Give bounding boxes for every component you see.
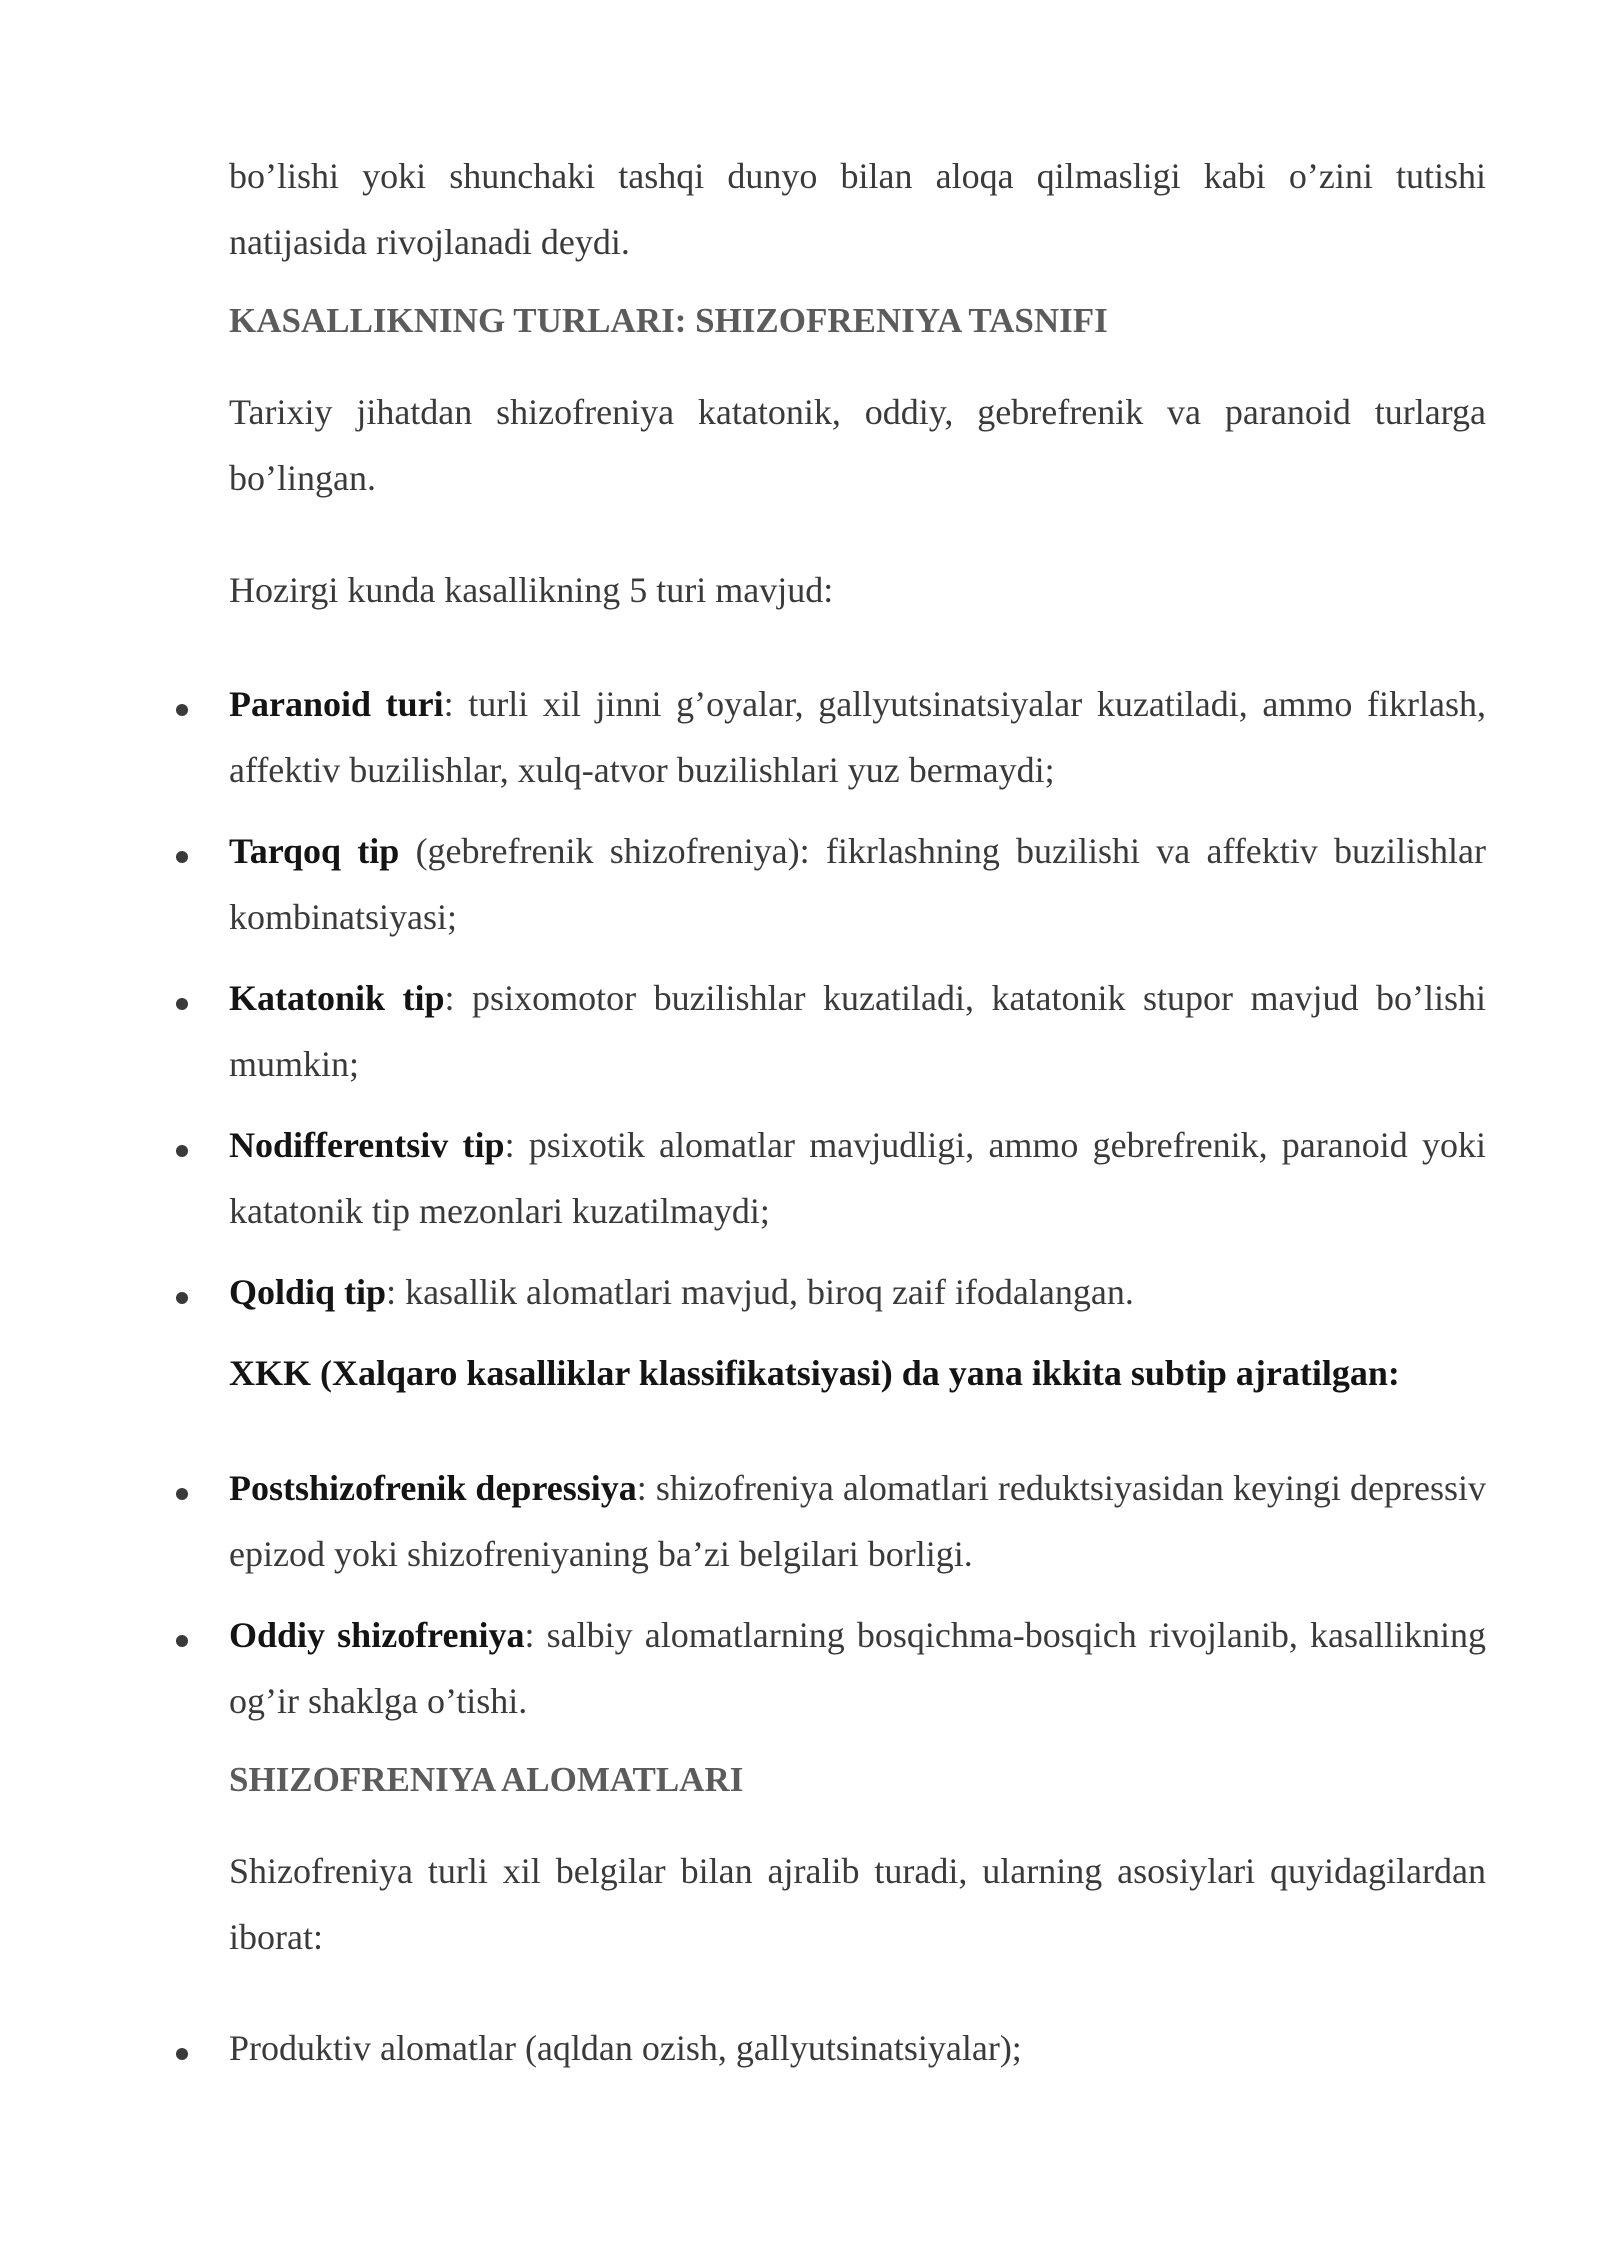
bullet-icon [176,851,188,863]
type-term: Katatonik tip [229,978,445,1018]
type-term: Nodifferentsiv tip [229,1125,505,1165]
subtype-term: Oddiy shizofreniya [229,1615,525,1655]
bullet-icon [176,704,188,716]
type-desc: : kasallik alomatlari mavjud, biroq zaif ifodalangan. [386,1272,1134,1312]
type-desc: (gebrefrenik shizofreniya): fikrlashning buzilishi va affektiv buzilishlar kombinatsiyasi; [229,831,1486,937]
list-item [229,671,1486,803]
bullet-icon [176,2048,188,2060]
list-item [229,1602,1486,1734]
type-desc: : turli xil jinni g’oyalar, gallyutsinatsiyalar kuzatiladi, ammo fikrlash, affektiv buzilishlar, xulq-atvor buzilishlari yuz bermaydi; [229,684,1486,790]
paragraph-symptoms: Shizofreniya turli xil belgilar bilan ajralib turadi, ularning asosiylari quyidagilardan iborat: [229,1851,1486,1957]
paragraph-history: Tarixiy jihatdan shizofreniya katatonik, oddiy, gebrefrenik va paranoid turlarga bo’lingan. [229,392,1486,498]
paragraph-current-types: Hozirgi kunda kasallikning 5 turi mavjud: [229,570,834,610]
bullet-icon [176,1292,188,1304]
subtype-term: Postshizofrenik depressiya [229,1468,637,1508]
list-item: Produktiv alomatlar (aqldan ozish, gallyutsinatsiyalar); [229,2028,1022,2068]
type-term: Paranoid turi [229,684,444,724]
type-desc: : psixomotor buzilishlar kuzatiladi, katatonik stupor mavjud bo’lishi mumkin; [229,978,1486,1084]
type-term: Qoldiq tip [229,1272,387,1312]
section-heading-symptoms: SHIZOFRENIYA ALOMATLARI [229,1760,744,1799]
list-item [229,965,1486,1097]
list-item [229,1259,1486,1325]
xkk-heading: XKK (Xalqaro kasalliklar klassifikatsiyasi) da yana ikkita subtip ajratilgan: [229,1353,1400,1393]
subtype-desc: : shizofreniya alomatlari reduktsiyasidan keyingi depressiv epizod yoki shizofreniyaning ba’zi belgilari borligi. [229,1468,1486,1574]
bullet-icon [176,998,188,1010]
bullet-icon [176,1145,188,1157]
list-item [229,818,1486,950]
section-heading-types: KASALLIKNING TURLARI: SHIZOFRENIYA TASNIFI [229,301,1108,340]
subtype-desc: : salbiy alomatlarning bosqichma-bosqich rivojlanib, kasallikning og’ir shaklga o’tishi. [229,1615,1486,1721]
list-item [229,1112,1486,1244]
type-term: Tarqoq tip [229,831,400,871]
bullet-icon [176,1635,188,1647]
type-desc: : psixotik alomatlar mavjudligi, ammo gebrefrenik, paranoid yoki katatonik tip mezonlari kuzatilmaydi; [229,1125,1486,1231]
list-item [229,1455,1486,1587]
intro-paragraph: bo’lishi yoki shunchaki tashqi dunyo bilan aloqa qilmasligi kabi o’zini tutishi natijasida rivojlanadi deydi. [229,156,1486,262]
bullet-icon [176,1488,188,1500]
